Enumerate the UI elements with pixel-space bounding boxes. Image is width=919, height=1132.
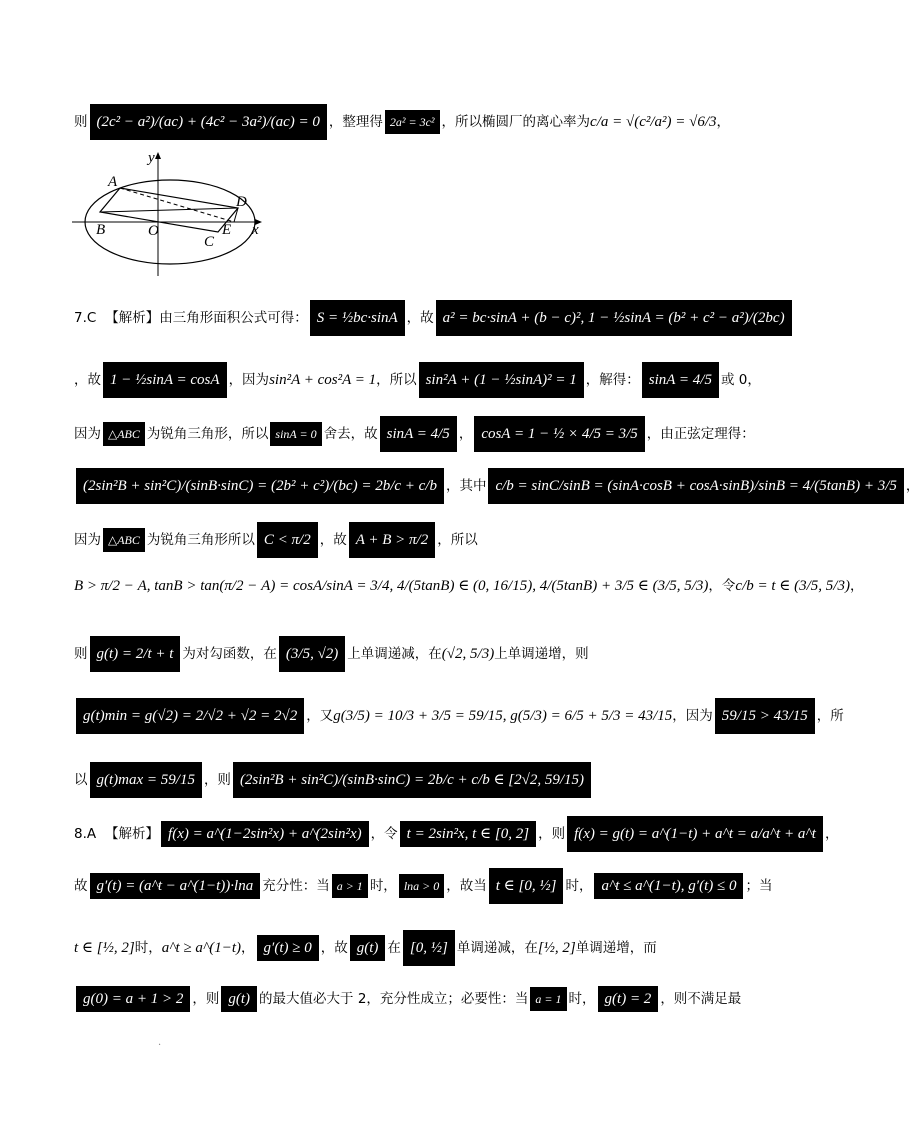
text-line-19 <box>74 986 760 1012</box>
math-image: (2sin²B + sin²C)/(sinB·sinC) = (2b² + c²)/(bc) = 2b/c + c/b <box>76 468 444 504</box>
math-image: S = ½bc·sinA <box>310 300 405 336</box>
math-image: cosA = 1 − ½ × 4/5 = 3/5 <box>474 416 644 452</box>
text: 则 <box>74 646 88 662</box>
math-inline: t ∈ [½, 2] <box>74 940 135 956</box>
math-image: 59/15 > 43/15 <box>715 698 815 734</box>
text: ，则 <box>192 991 220 1007</box>
text: ，故 <box>406 310 434 326</box>
math-image: g′(t) ≥ 0 <box>257 935 319 961</box>
text-line-12 <box>74 576 864 596</box>
text-line-13 <box>74 636 760 672</box>
text: ， <box>905 478 919 494</box>
text: 时， <box>565 878 593 894</box>
math-image: a > 1 <box>332 874 368 898</box>
math-inline: sin²A + cos²A = 1 <box>269 372 377 388</box>
text: 因为 <box>74 532 101 548</box>
math-inline: c/b = t ∈ (3/5, 5/3) <box>735 578 850 594</box>
math-image: lna > 0 <box>399 874 444 898</box>
segment-BD <box>100 208 238 212</box>
text-line-10 <box>74 468 919 504</box>
math-image: g(t) <box>221 986 257 1012</box>
math-image: (2sin²B + sin²C)/(sinB·sinC) = 2b/c + c/b ∈ [2√2, 59/15) <box>233 762 591 798</box>
math-image: g(t) <box>350 935 386 961</box>
text: ， <box>458 426 473 442</box>
label-x: x <box>252 222 259 238</box>
text: 单调递减，在 <box>456 940 538 956</box>
text: 舍去，故 <box>323 426 378 442</box>
math-image: (3/5, √2) <box>279 636 345 672</box>
text: 或 0， <box>720 372 761 388</box>
text: ， <box>716 114 731 130</box>
text: ， <box>849 578 864 594</box>
text: ，其中 <box>445 478 487 494</box>
math-image: t ∈ [0, ½] <box>489 868 564 904</box>
math-image: a² = bc·sinA + (b − c)², 1 − ½sinA = (b² + c² − a²)/(2bc) <box>436 300 792 336</box>
math-image: a = 1 <box>530 987 566 1011</box>
text: ，则不满足最 <box>660 991 742 1007</box>
text: 时， <box>568 991 596 1007</box>
analysis-tag: 【解析】 <box>105 826 160 842</box>
text: 时， <box>134 940 162 956</box>
text: 时， <box>369 878 397 894</box>
text: ，所 <box>816 708 844 724</box>
text: ，解得： <box>585 372 640 388</box>
math-image: sinA = 4/5 <box>642 362 719 398</box>
text: 为锐角三角形，所以 <box>146 426 269 442</box>
text: 为锐角三角形所以 <box>146 532 255 548</box>
text: ，则 <box>538 826 566 842</box>
text: 在 <box>387 940 401 956</box>
analysis-tag: 【解析】 <box>105 310 160 326</box>
math-image: (2c² − a²)/(ac) + (4c² − 3a²)/(ac) = 0 <box>90 104 327 140</box>
text-line-14 <box>74 698 844 734</box>
math-image: g(t) = 2/t + t <box>90 636 181 672</box>
text: ，令 <box>708 578 736 594</box>
math-image: C < π/2 <box>257 522 318 558</box>
math-inline: (√2, 5/3) <box>441 646 495 662</box>
question-number: 8.A <box>74 826 97 842</box>
text: ，因为 <box>228 372 270 388</box>
math-image: sin²A + (1 − ½sinA)² = 1 <box>419 362 584 398</box>
math-image: 2a² = 3c² <box>385 110 440 134</box>
text-line-16 <box>74 816 839 852</box>
label-C: C <box>204 234 215 250</box>
label-O: O <box>148 223 159 239</box>
text-line-18 <box>74 930 760 966</box>
text-line-17 <box>74 868 773 904</box>
label-E: E <box>222 222 232 238</box>
text-line-9 <box>74 416 760 452</box>
y-axis-arrow <box>155 152 161 159</box>
math-image: t = 2sin²x, t ∈ [0, 2] <box>400 821 536 847</box>
text: ，因为 <box>672 708 713 724</box>
text: 单调递增，而 <box>575 940 657 956</box>
text: ，故 <box>320 940 348 956</box>
label-y: y <box>148 150 155 166</box>
math-image: a^t ≤ a^(1−t), g′(t) ≤ 0 <box>594 873 743 899</box>
text: ， <box>241 940 255 956</box>
text: 因为 <box>74 426 101 442</box>
label-B: B <box>96 222 106 238</box>
text: 为对勾函数，在 <box>182 646 277 662</box>
text-line-15 <box>74 762 760 798</box>
math-image: sinA = 4/5 <box>380 416 457 452</box>
text: ，所以椭圆厂的离心率为 <box>441 114 591 130</box>
math-image: c/b = sinC/sinB = (sinA·cosB + cosA·sinB)/sinB = 4/(5tanB) + 3/5 <box>488 468 903 504</box>
math-image: A + B > π/2 <box>349 522 435 558</box>
text: 充分性：当 <box>262 878 330 894</box>
math-image: g(t)min = g(√2) = 2/√2 + √2 = 2√2 <box>76 698 304 734</box>
text: ，故 <box>74 372 101 388</box>
math-inline: a^t ≥ a^(1−t) <box>161 940 242 956</box>
text: ，由正弦定理得： <box>646 426 755 442</box>
math-image: g(0) = a + 1 > 2 <box>76 986 190 1012</box>
text: ，整理得 <box>328 114 383 130</box>
math-inline: B > π/2 − A, tanB > tan(π/2 − A) = cosA/sinA = 3/4, 4/(5tanB) ∈ (0, 16/15), 4/(5tanB) + 3/5 ∈ (3/5, 5/3) <box>74 578 709 594</box>
text: ，则 <box>203 772 231 788</box>
text: ， <box>824 826 839 842</box>
footer-mark: · <box>158 1040 162 1051</box>
math-image: [0, ½] <box>403 930 455 966</box>
ellipse-figure <box>70 150 270 280</box>
math-image: g(t) = 2 <box>598 986 659 1012</box>
text: 故 <box>74 878 88 894</box>
text: 上单调递减，在 <box>347 646 442 662</box>
text: ，所以 <box>437 532 478 548</box>
math-image: △ABC <box>103 528 145 552</box>
math-inline: c/a = √(c²/a²) = √6/3 <box>590 114 717 130</box>
label-D: D <box>236 194 247 210</box>
math-image: g(t)max = 59/15 <box>90 762 202 798</box>
text: 的最大值必大于 2，充分性成立；必要性：当 <box>259 991 529 1007</box>
text: 上单调递增，则 <box>494 646 589 662</box>
math-inline: [½, 2] <box>537 940 576 956</box>
text: 以 <box>74 772 88 788</box>
math-image: sinA = 0 <box>270 422 321 446</box>
text-line-11 <box>74 522 760 558</box>
math-image: g′(t) = (a^t − a^(1−t))·lna <box>90 873 261 899</box>
text: 由三角形面积公式可得： <box>159 310 308 326</box>
text: ，又 <box>306 708 334 724</box>
text-line-7 <box>74 300 785 336</box>
question-number: 7.C <box>74 310 97 326</box>
math-image: f(x) = a^(1−2sin²x) + a^(2sin²x) <box>161 821 369 847</box>
text: ；当 <box>745 878 773 894</box>
text: ，令 <box>370 826 398 842</box>
text-line-1 <box>74 104 760 140</box>
math-image: 1 − ½sinA = cosA <box>103 362 227 398</box>
math-image: △ABC <box>103 422 145 446</box>
text: ，故当 <box>446 878 487 894</box>
math-image: f(x) = g(t) = a^(1−t) + a^t = a/a^t + a^t <box>567 816 823 852</box>
label-A: A <box>108 174 118 190</box>
text: ，故 <box>319 532 347 548</box>
text: ，所以 <box>376 372 417 388</box>
text-line-8 <box>74 362 760 398</box>
math-inline: g(3/5) = 10/3 + 3/5 = 59/15, g(5/3) = 6/5 + 5/3 = 43/15 <box>333 708 673 724</box>
text: 则 <box>74 114 88 130</box>
